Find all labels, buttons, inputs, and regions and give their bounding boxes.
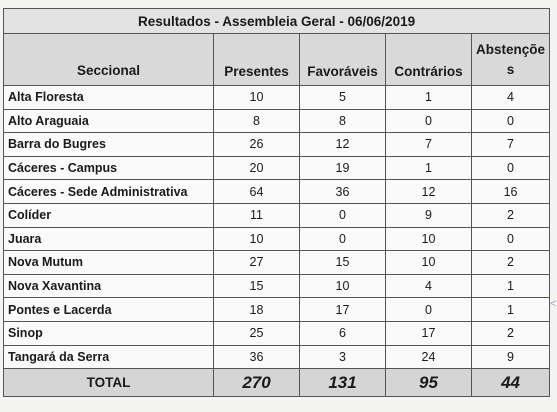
row-favoraveis: 19 xyxy=(300,156,386,180)
row-seccional: Tangará da Serra xyxy=(4,345,214,369)
row-contrarios: 17 xyxy=(386,321,472,345)
total-abstencoes: 44 xyxy=(472,369,550,397)
row-favoraveis: 5 xyxy=(300,86,386,110)
row-seccional: Alta Floresta xyxy=(4,86,214,110)
row-abstencoes: 0 xyxy=(472,227,550,251)
row-seccional: Nova Xavantina xyxy=(4,274,214,298)
row-contrarios: 9 xyxy=(386,203,472,227)
row-abstencoes: 0 xyxy=(472,109,550,133)
row-contrarios: 10 xyxy=(386,251,472,275)
row-contrarios: 4 xyxy=(386,274,472,298)
row-abstencoes: 1 xyxy=(472,274,550,298)
row-favoraveis: 8 xyxy=(300,109,386,133)
row-contrarios: 12 xyxy=(386,180,472,204)
row-abstencoes: 2 xyxy=(472,203,550,227)
row-presentes: 11 xyxy=(214,203,300,227)
total-label: TOTAL xyxy=(4,369,214,397)
row-presentes: 64 xyxy=(214,180,300,204)
row-presentes: 10 xyxy=(214,86,300,110)
row-contrarios: 10 xyxy=(386,227,472,251)
row-seccional: Barra do Bugres xyxy=(4,133,214,157)
row-abstencoes: 1 xyxy=(472,298,550,322)
row-presentes: 8 xyxy=(214,109,300,133)
table-row xyxy=(4,133,550,157)
table-row xyxy=(4,86,550,110)
row-presentes: 25 xyxy=(214,321,300,345)
row-seccional: Colíder xyxy=(4,203,214,227)
total-favoraveis: 131 xyxy=(300,369,386,397)
row-abstencoes: 2 xyxy=(472,321,550,345)
header-seccional: Seccional xyxy=(4,34,214,86)
table-row xyxy=(4,227,550,251)
total-row xyxy=(4,369,550,397)
header-favoraveis: Favoráveis xyxy=(300,34,386,86)
header-abstencoes-line2: s xyxy=(506,61,515,77)
total-contrarios: 95 xyxy=(386,369,472,397)
side-mark: < xyxy=(550,298,557,310)
row-seccional: Juara xyxy=(4,227,214,251)
row-favoraveis: 10 xyxy=(300,274,386,298)
table-row xyxy=(4,298,550,322)
total-presentes: 270 xyxy=(214,369,300,397)
row-presentes: 10 xyxy=(214,227,300,251)
row-favoraveis: 17 xyxy=(300,298,386,322)
row-favoraveis: 12 xyxy=(300,133,386,157)
header-row xyxy=(4,34,550,86)
row-abstencoes: 9 xyxy=(472,345,550,369)
row-seccional: Nova Mutum xyxy=(4,251,214,275)
row-abstencoes: 16 xyxy=(472,180,550,204)
row-presentes: 15 xyxy=(214,274,300,298)
row-contrarios: 0 xyxy=(386,298,472,322)
results-table xyxy=(3,8,550,397)
row-seccional: Cáceres - Campus xyxy=(4,156,214,180)
row-presentes: 20 xyxy=(214,156,300,180)
table-row xyxy=(4,156,550,180)
row-presentes: 26 xyxy=(214,133,300,157)
row-presentes: 18 xyxy=(214,298,300,322)
row-favoraveis: 3 xyxy=(300,345,386,369)
row-contrarios: 7 xyxy=(386,133,472,157)
table-title: Resultados - Assembleia Geral - 06/06/2019 xyxy=(4,9,550,34)
row-abstencoes: 2 xyxy=(472,251,550,275)
row-abstencoes: 4 xyxy=(472,86,550,110)
row-favoraveis: 0 xyxy=(300,227,386,251)
header-contrarios: Contrários xyxy=(386,34,472,86)
row-contrarios: 1 xyxy=(386,156,472,180)
row-favoraveis: 6 xyxy=(300,321,386,345)
header-abstencoes xyxy=(472,34,550,86)
row-favoraveis: 36 xyxy=(300,180,386,204)
row-presentes: 36 xyxy=(214,345,300,369)
row-abstencoes: 0 xyxy=(472,156,550,180)
table-row xyxy=(4,251,550,275)
row-seccional: Sinop xyxy=(4,321,214,345)
row-contrarios: 0 xyxy=(386,109,472,133)
row-contrarios: 24 xyxy=(386,345,472,369)
row-presentes: 27 xyxy=(214,251,300,275)
table-row xyxy=(4,274,550,298)
row-seccional: Pontes e Lacerda xyxy=(4,298,214,322)
results-sheet xyxy=(3,8,549,397)
header-abstencoes-line1: Abstençõe xyxy=(476,41,546,57)
row-contrarios: 1 xyxy=(386,86,472,110)
row-favoraveis: 15 xyxy=(300,251,386,275)
table-row xyxy=(4,321,550,345)
table-row xyxy=(4,203,550,227)
table-row xyxy=(4,180,550,204)
table-row xyxy=(4,345,550,369)
row-seccional: Cáceres - Sede Administrativa xyxy=(4,180,214,204)
row-favoraveis: 0 xyxy=(300,203,386,227)
row-seccional: Alto Araguaia xyxy=(4,109,214,133)
header-presentes: Presentes xyxy=(214,34,300,86)
row-abstencoes: 7 xyxy=(472,133,550,157)
table-row xyxy=(4,109,550,133)
